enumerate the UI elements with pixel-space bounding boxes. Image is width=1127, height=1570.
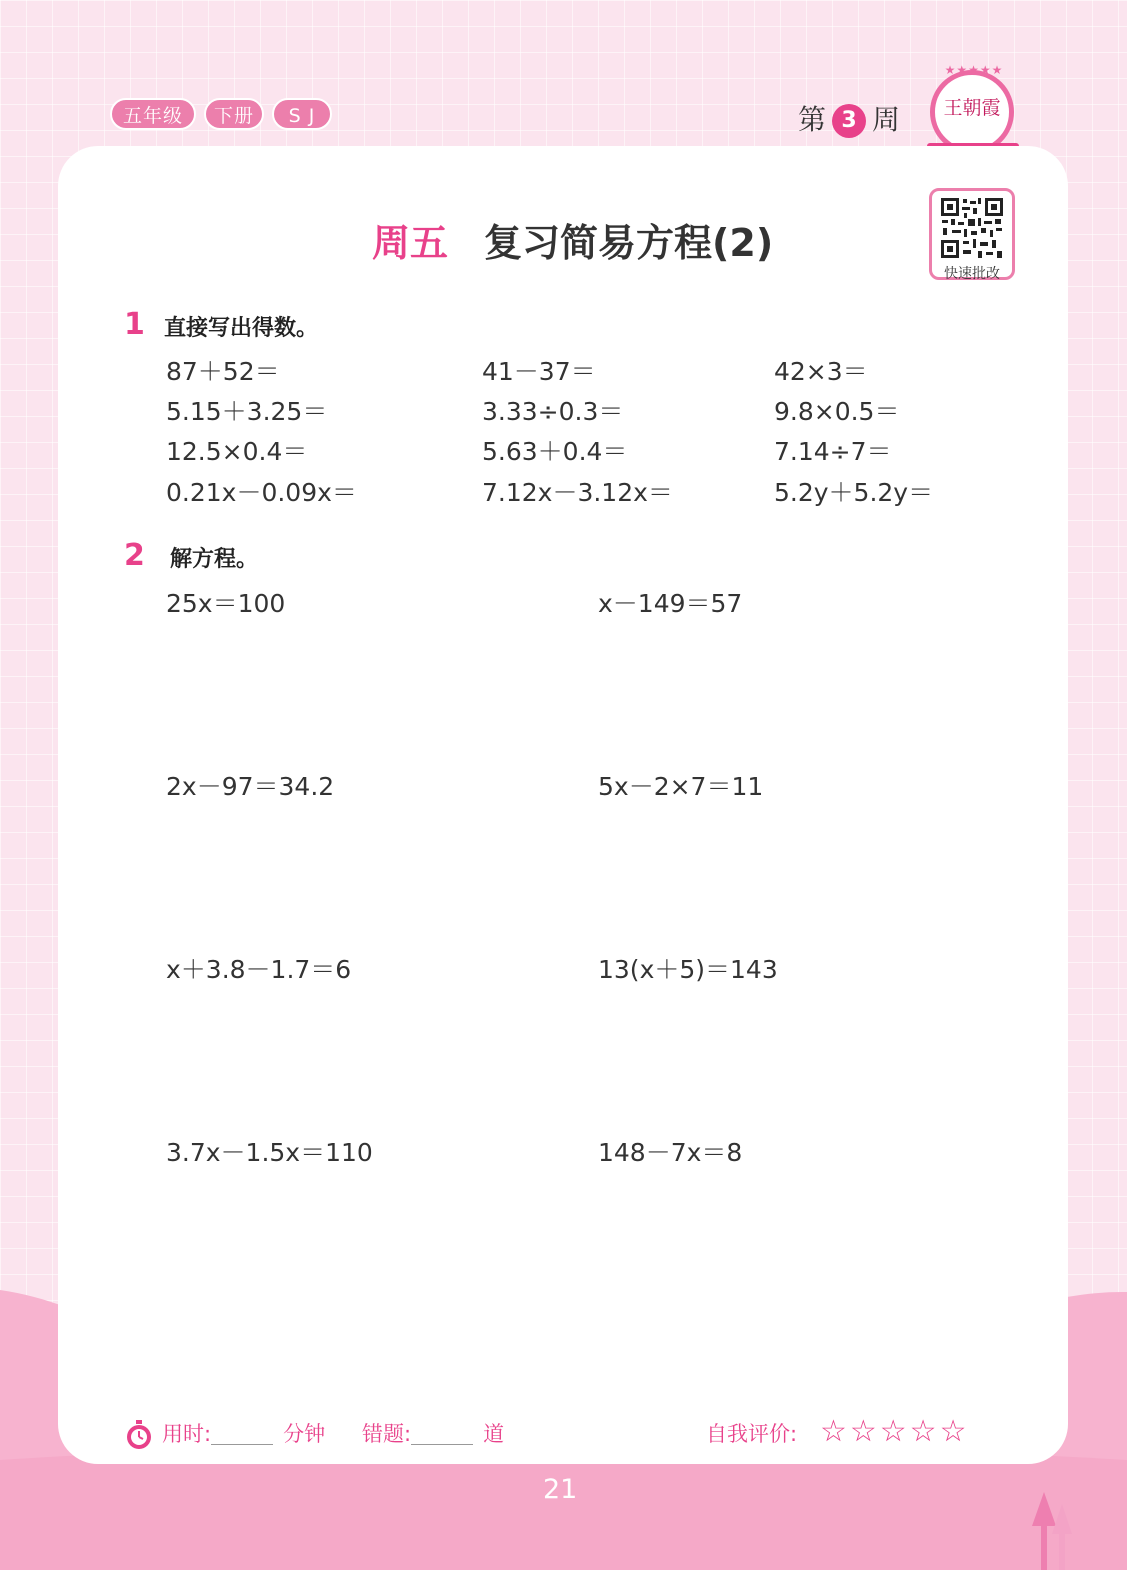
arrows-decoration-icon (1030, 1490, 1080, 1570)
week-indicator (798, 98, 900, 138)
errors-blank[interactable] (411, 1426, 473, 1445)
equation-item: 2x－97＝34.2 (166, 772, 335, 801)
self-eval-label: 自我评价: (706, 1422, 798, 1446)
qr-label: 快速批改 (944, 266, 1000, 282)
time-blank[interactable] (211, 1426, 273, 1445)
footer-errors (362, 1418, 504, 1448)
section-2-label: 解方程。 (170, 547, 259, 572)
page-title (372, 212, 773, 267)
equation-item: x＋3.8－1.7＝6 (166, 955, 352, 984)
calc-item: 7.12x－3.12x＝ (482, 478, 673, 507)
self-eval-stars[interactable]: ☆☆☆☆☆ (820, 1414, 970, 1449)
calc-item: 7.14÷7＝ (774, 437, 892, 466)
week-number: 3 (832, 104, 866, 138)
qr-code[interactable] (929, 188, 1015, 280)
calc-item: 9.8×0.5＝ (774, 397, 900, 426)
equation-item: 25x＝100 (166, 589, 286, 618)
brand-seal-logo (930, 63, 1014, 154)
title-day: 周五 (372, 221, 449, 265)
equation-item: 3.7x－1.5x＝110 (166, 1138, 373, 1167)
calc-item: 5.15＋3.25＝ (166, 397, 328, 426)
section-2-number: 2 (124, 538, 145, 573)
calc-item: 5.2y＋5.2y＝ (774, 478, 934, 507)
time-unit: 分钟 (283, 1422, 326, 1446)
volume-badge: 下册 (204, 98, 264, 130)
week-prefix: 第 (798, 103, 827, 136)
equation-item: x－149＝57 (598, 589, 743, 618)
section-1-number: 1 (124, 307, 145, 342)
seal-stars-icon: ★★★★★ (944, 63, 1004, 77)
calc-item: 3.33÷0.3＝ (482, 397, 624, 426)
calc-item: 12.5×0.4＝ (166, 437, 308, 466)
equation-item: 13(x＋5)＝143 (598, 955, 778, 984)
errors-unit: 道 (483, 1422, 505, 1446)
week-suffix: 周 (872, 103, 901, 136)
grade-badge: 五年级 (110, 98, 196, 130)
title-topic: 复习简易方程(2) (484, 221, 774, 265)
calc-item: 41－37＝ (482, 357, 596, 386)
time-label: 用时: (162, 1422, 212, 1446)
equation-item: 5x－2×7＝11 (598, 772, 764, 801)
qr-code-icon (940, 197, 1004, 259)
edition-badge: S J (272, 98, 332, 130)
calc-item: 87＋52＝ (166, 357, 280, 386)
seal-text: 王朝霞 (943, 97, 1001, 119)
errors-label: 错题: (362, 1422, 412, 1446)
section-1-label: 直接写出得数。 (164, 316, 319, 341)
equation-item: 148－7x＝8 (598, 1138, 743, 1167)
stopwatch-icon (125, 1420, 153, 1450)
worksheet-card (58, 146, 1068, 1464)
calc-item: 5.63＋0.4＝ (482, 437, 628, 466)
page-number: 21 (543, 1474, 578, 1505)
footer-time (162, 1418, 325, 1448)
calc-item: 0.21x－0.09x＝ (166, 478, 357, 507)
calc-item: 42×3＝ (774, 357, 868, 386)
